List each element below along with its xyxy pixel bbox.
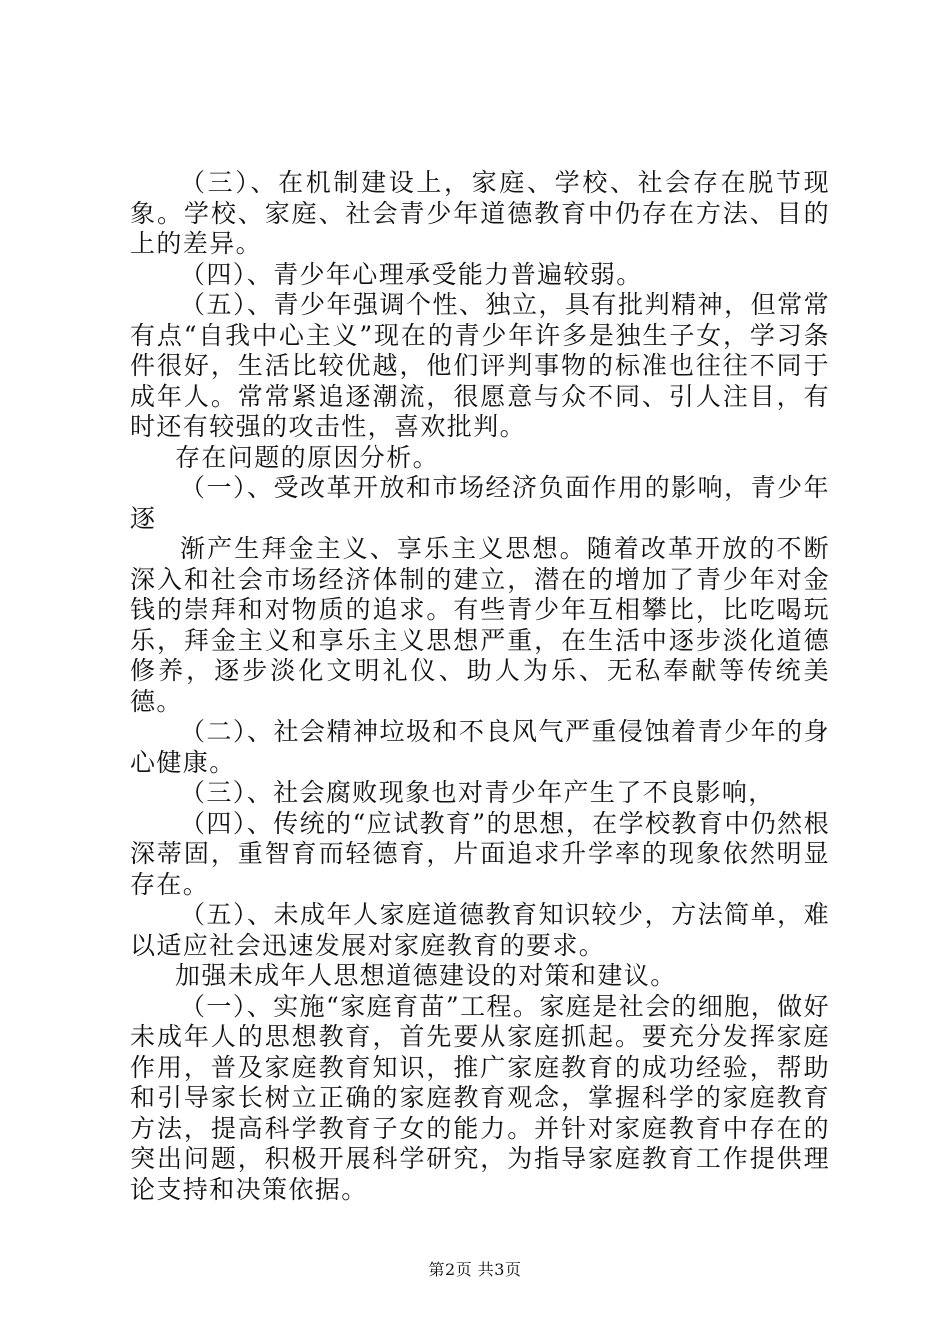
document-body xyxy=(130,168,830,1205)
paragraph: （四）、青少年心理承受能力普遍较弱。 xyxy=(180,259,643,289)
section-heading: 存在问题的原因分析。 xyxy=(175,442,440,472)
paragraph: 渐产生拜金主义、享乐主义思想。随着改革开放的不断深入和社会市场经济体制的建立，潜在的增加了青少年对金钱的崇拜和对物质的追求。有些青少年互相攀比，比吃喝玩乐，拜金主义和享乐主义思想严重，在生活中逐步淡化道德修养，逐步淡化文明礼仪、助人为乐、无私奉献等传统美德。 xyxy=(130,534,830,716)
paragraph: （五）、未成年人家庭道德教育知识较少，方法简单，难以适应社会迅速发展对家庭教育的要求。 xyxy=(130,900,830,960)
paragraph: （三）、在机制建设上，家庭、学校、社会存在脱节现象。学校、家庭、社会青少年道德教育中仍存在方法、目的上的差异。 xyxy=(130,168,830,258)
paragraph: （一）、受改革开放和市场经济负面作用的影响，青少年逐 xyxy=(130,473,830,533)
paragraph: （五）、青少年强调个性、独立，具有批判精神，但常常有点“自我中心主义”现在的青少年许多是独生子女，学习条件很好，生活比较优越，他们评判事物的标准也往往不同于成年人。常常紧追逐潮流，很愿意与众不同、引人注目，有时还有较强的攻击性，喜欢批判。 xyxy=(130,290,830,441)
paragraph: （三）、社会腐败现象也对青少年产生了不良影响， xyxy=(180,778,775,807)
page-footer xyxy=(0,1257,950,1280)
section-heading: 加强未成年人思想道德建设的对策和建议。 xyxy=(175,961,677,990)
paragraph: （二）、社会精神垃圾和不良风气严重侵蚀着青少年的身心健康。 xyxy=(130,717,830,777)
paragraph: （一）、实施“家庭育苗”工程。家庭是社会的细胞，做好未成年人的思想教育，首先要从家庭抓起。要充分发挥家庭作用，普及家庭教育知识，推广家庭教育的成功经验，帮助和引导家长树立正确的家庭教育观念，掌握科学的家庭教育方法，提高科学教育子女的能力。并针对家庭教育中存在的突出问题，积极开展科学研究，为指导家庭教育工作提供理论支持和决策依据。 xyxy=(130,991,830,1204)
paragraph: （四）、传统的“应试教育”的思想，在学校教育中仍然根深蒂固，重智育而轻德育，片面追求升学率的现象依然明显存在。 xyxy=(130,808,830,899)
page-indicator: 第2页 共3页 xyxy=(428,1260,522,1279)
